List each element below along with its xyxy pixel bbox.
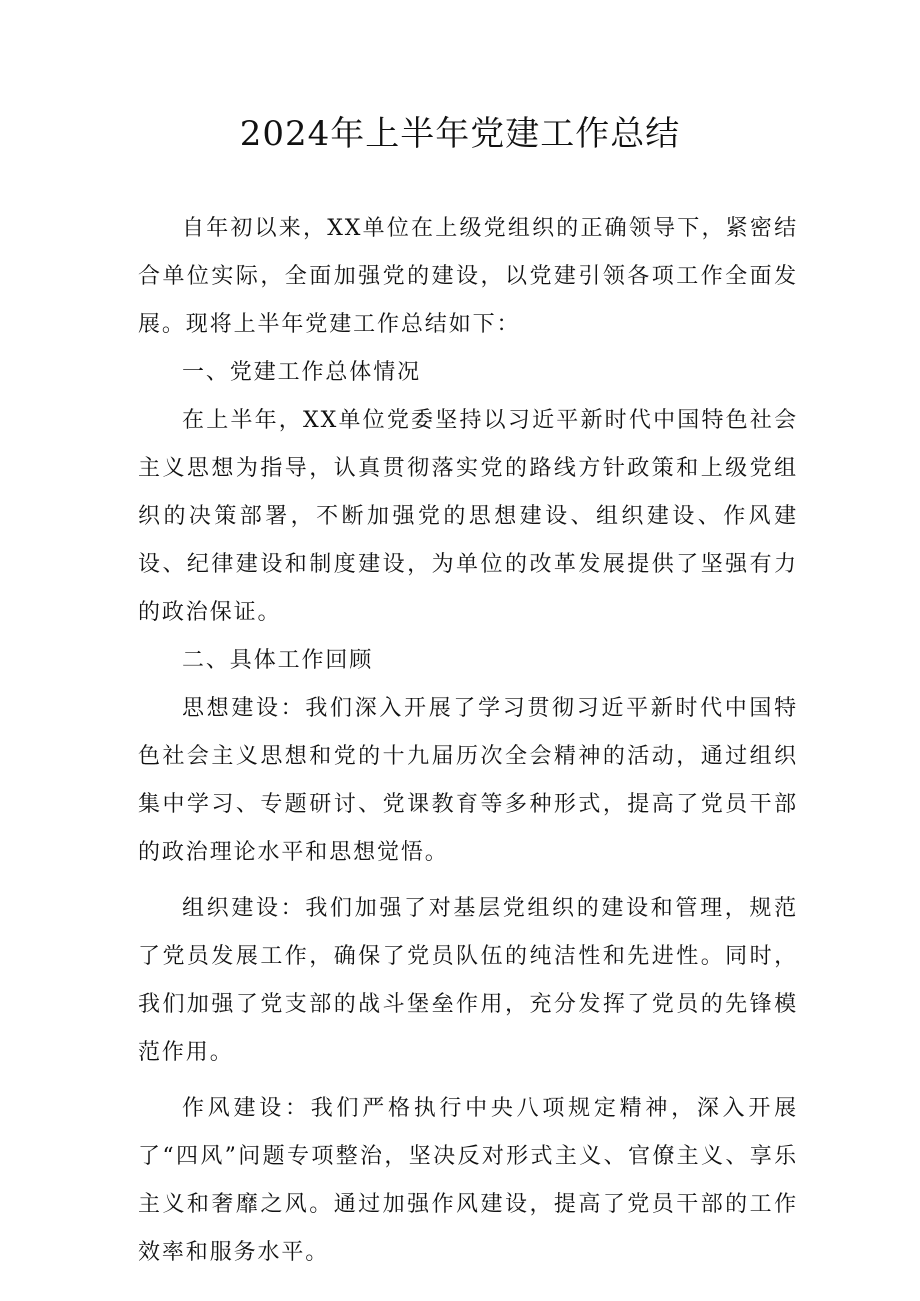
document-title: 2024年上半年党建工作总结 xyxy=(239,114,681,154)
section-heading-overall: 一、党建工作总体情况 xyxy=(182,360,422,385)
work-style-building-paragraph: 作风建设：我们严格执行中央八项规定精神，深入开展了“四风”问题专项整治，坚决反对形式主义、官僚主义、享乐主义和奢靡之风。通过加强作风建设，提高了党员干部的工作效率和服务水平。 xyxy=(138,1096,798,1265)
organizational-building-paragraph: 组织建设：我们加强了对基层党组织的建设和管理，规范了党员发展工作，确保了党员队伍的纯洁性和先进性。同时，我们加强了党支部的战斗堡垒作用，充分发挥了党员的先锋模范作用。 xyxy=(138,896,798,1065)
section-heading-review: 二、具体工作回顾 xyxy=(182,648,374,673)
intro-paragraph: 自年初以来，XX单位在上级党组织的正确领导下，紧密结合单位实际，全面加强党的建设，以党建引领各项工作全面发展。现将上半年党建工作总结如下： xyxy=(138,216,798,337)
ideological-building-paragraph: 思想建设：我们深入开展了学习贯彻习近平新时代中国特色社会主义思想和党的十九届历次全会精神的活动，通过组织集中学习、专题研讨、党课教育等多种形式，提高了党员干部的政治理论水平和思想觉悟。 xyxy=(138,696,798,865)
document-body xyxy=(138,205,798,1277)
overall-situation-paragraph: 在上半年，XX单位党委坚持以习近平新时代中国特色社会主义思想为指导，认真贯彻落实党的路线方针政策和上级党组织的决策部署，不断加强党的思想建设、组织建设、作风建设、纪律建设和制度建设，为单位的改革发展提供了坚强有力的政治保证。 xyxy=(138,408,798,625)
